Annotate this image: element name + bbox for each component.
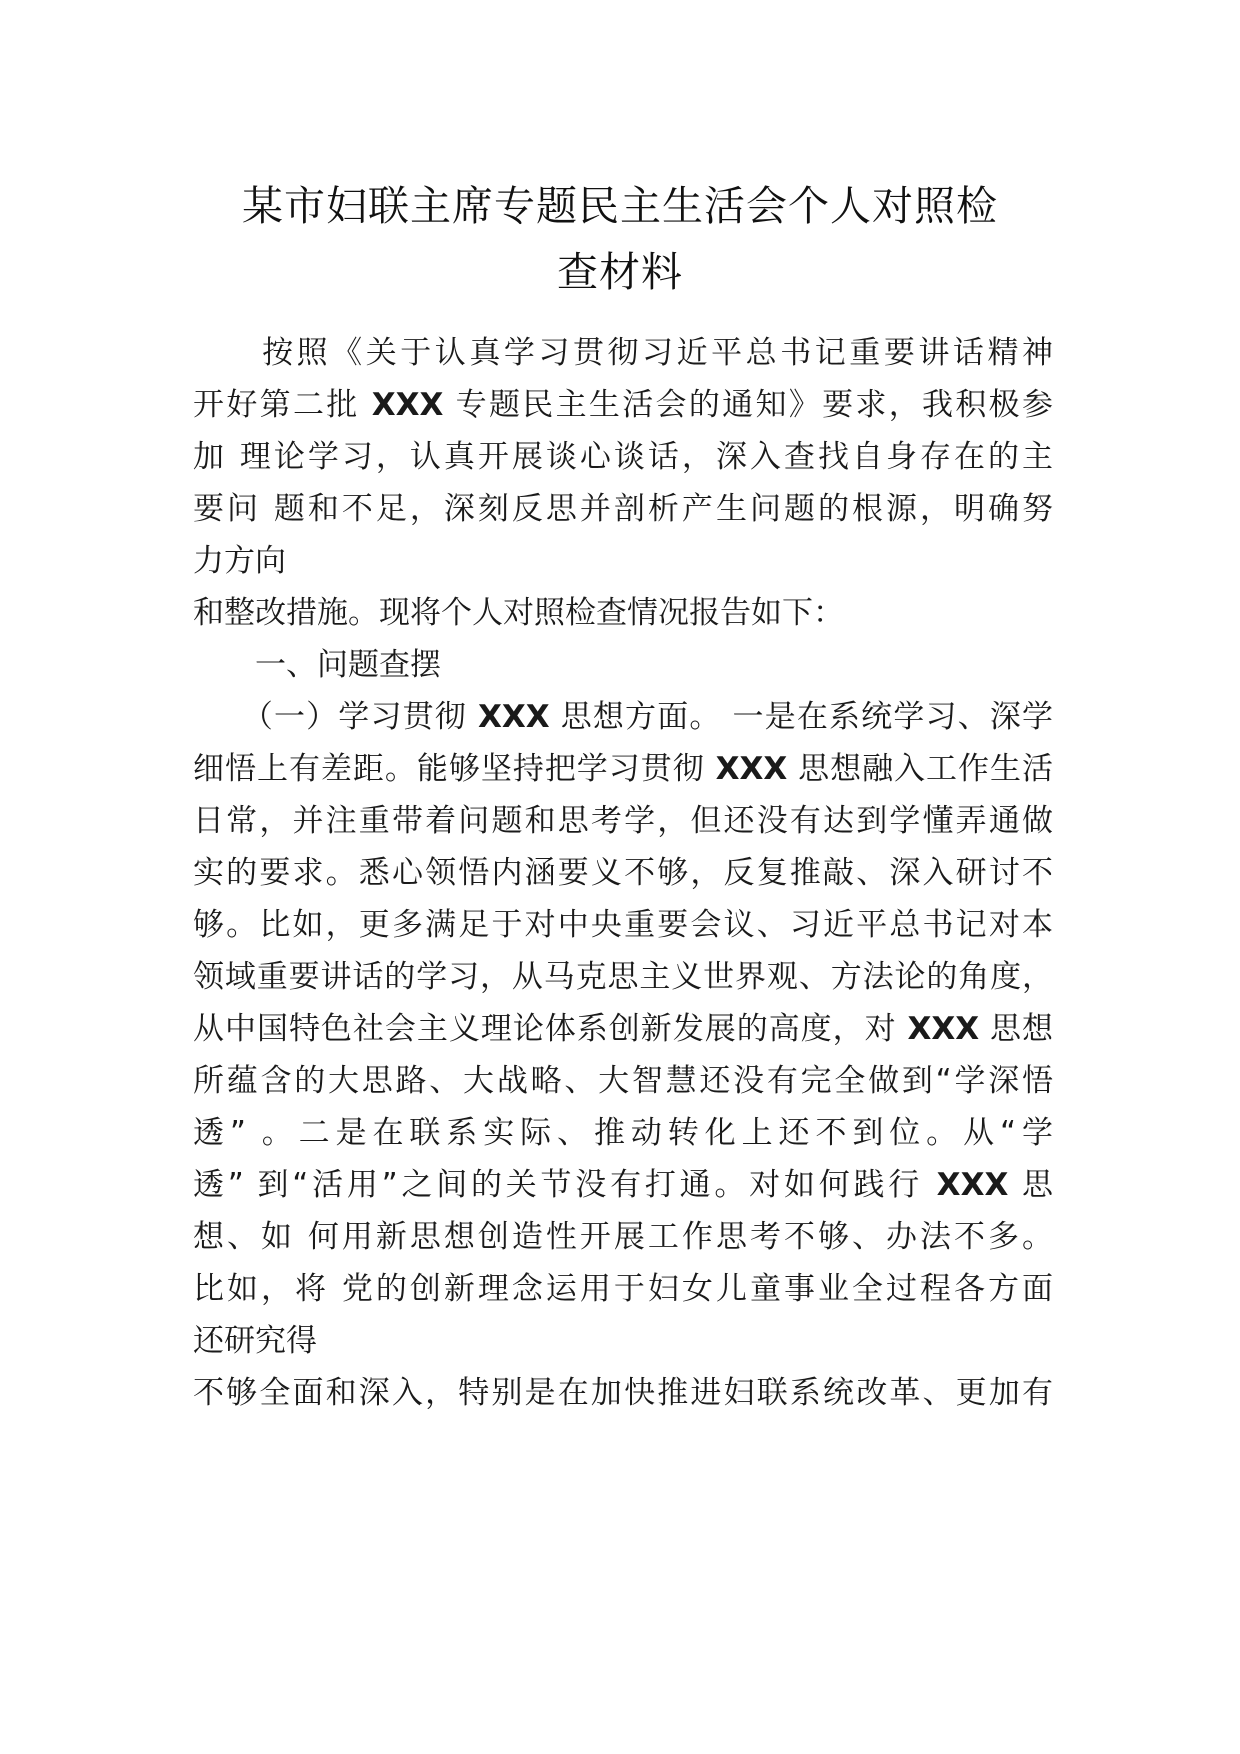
- body-line: 细悟上有差距。能够坚持把学习贯彻 XXX 思想融入工作生活: [193, 751, 1053, 787]
- body-line: 透” 。二是在联系实际、推动转化上还不到位。从“学: [193, 1115, 1053, 1151]
- body-line: 想、如 何用新思想创造性开展工作思考不够、办法不多。: [193, 1219, 1053, 1255]
- body-line: 和整改措施。现将个人对照检查情况报告如下：: [193, 595, 844, 631]
- body-line: 从中国特色社会主义理论体系创新发展的高度，对 XXX 思想: [193, 1011, 1053, 1047]
- body-line: 按照《关于认真学习贯彻习近平总书记重要讲话精神: [193, 335, 1053, 371]
- section-heading: 一、问题查摆: [193, 647, 441, 683]
- body-line: 领域重要讲话的学习，从马克思主义世界观、方法论的角度，: [193, 959, 1053, 995]
- body-line: 实的要求。悉心领悟内涵要义不够，反复推敲、深入研讨不: [193, 855, 1053, 891]
- body-line: 还研究得: [193, 1323, 317, 1359]
- body-line: 开好第二批 XXX 专题民主生活会的通知》要求，我积极参: [193, 387, 1053, 423]
- body-line: （一）学习贯彻 XXX 思想方面。 一是在系统学习、深学: [193, 699, 1053, 735]
- document-title-line-1: 某市妇联主席专题民主生活会个人对照检: [242, 182, 998, 230]
- body-line: 所蕴含的大思路、大战略、大智慧还没有完全做到“学深悟: [193, 1063, 1053, 1099]
- body-line: 加 理论学习，认真开展谈心谈话，深入查找自身存在的主: [193, 439, 1053, 475]
- body-line: 力方向: [193, 543, 286, 579]
- body-line: 比如，将 党的创新理念运用于妇女儿童事业全过程各方面: [193, 1271, 1053, 1307]
- body-line: 日常，并注重带着问题和思考学，但还没有达到学懂弄通做: [193, 803, 1053, 839]
- body-line: 不够全面和深入，特别是在加快推进妇联系统改革、更加有: [193, 1375, 1053, 1411]
- document-title-line-2: 查材料: [557, 248, 683, 296]
- body-line: 透” 到“活用”之间的关节没有打通。对如何践行 XXX 思: [193, 1167, 1053, 1203]
- body-line: 够。比如，更多满足于对中央重要会议、习近平总书记对本: [193, 907, 1053, 943]
- body-line: 要问 题和不足，深刻反思并剖析产生问题的根源，明确努: [193, 491, 1053, 527]
